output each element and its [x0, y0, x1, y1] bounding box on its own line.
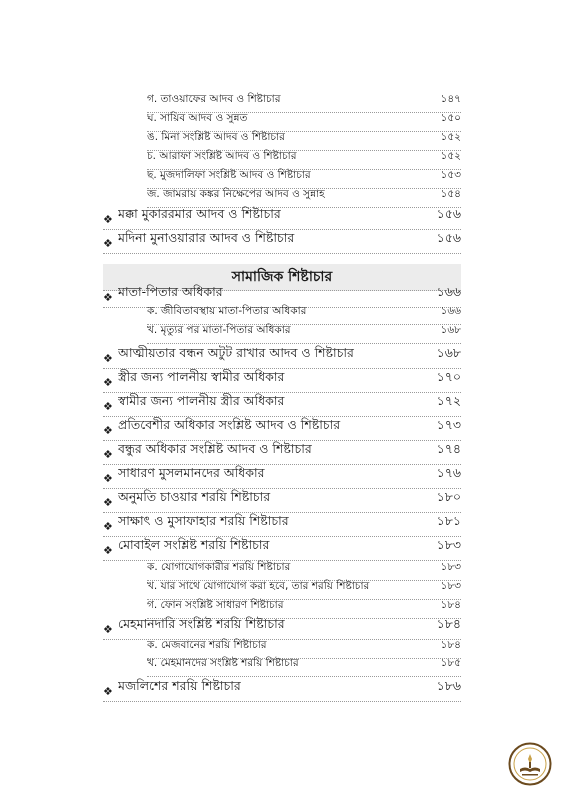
- toc-subentry: [147, 326, 461, 344]
- toc-entry: [103, 393, 461, 417]
- toc-page-number: ১৫৬: [436, 206, 461, 221]
- diamond-bullet-icon: ❖: [103, 472, 113, 485]
- toc-entry-title: স্ত্রীর জন্য পালনীয় স্বামীর অধিকার: [118, 369, 285, 384]
- toc-entry: [103, 513, 461, 537]
- toc-entry-title: ক. যোগাযোগকারীর শরয়ি শিষ্টাচার: [147, 561, 291, 573]
- toc-entry: [103, 441, 461, 465]
- diamond-bullet-icon: ❖: [103, 400, 113, 413]
- toc-page-number: ১৮৪: [440, 599, 461, 611]
- toc-page-number: ১৮১: [436, 513, 461, 528]
- toc-entry-title: মাতা-পিতার অধিকার: [118, 284, 223, 299]
- toc-entry-title: খ. যার সাথে যোগাযোগ করা হবে, তার শরয়ি শিষ্টাচার: [147, 580, 370, 592]
- diamond-bullet-icon: ❖: [103, 544, 113, 557]
- toc-entry-title: সাক্ষাৎ ও মুসাফাহার শরয়ি শিষ্টাচার: [118, 513, 289, 528]
- toc-entry: [103, 465, 461, 489]
- section-heading-text: সামাজিক শিষ্টাচার: [231, 269, 333, 285]
- toc-page-number: ১৮৪: [440, 639, 461, 651]
- toc-entry-title: ক. জীবিতাবস্থায় মাতা-পিতার অধিকার: [147, 305, 307, 317]
- toc-page-number: ১৮৪: [436, 616, 461, 631]
- toc-page-number: ১৭২: [436, 393, 461, 408]
- toc-page-number: ১৭০: [436, 369, 461, 384]
- toc-entry-title: ছ. মুজদালিফা সংশ্লিষ্ট আদব ও শিষ্টাচার: [147, 169, 311, 181]
- toc-entry-title: আত্মীয়তার বন্ধন অটুট রাখার আদব ও শিষ্টাচার: [118, 345, 354, 360]
- toc-entry: [103, 489, 461, 513]
- toc-entry-title: স্বামীর জন্য পালনীয় স্ত্রীর অধিকার: [118, 393, 285, 408]
- toc-entry-title: ঘ. সায়িব আদব ও সুন্নত: [147, 112, 248, 124]
- toc-page-number: ১৮৫: [440, 657, 461, 669]
- diamond-bullet-icon: ❖: [103, 520, 113, 533]
- toc-entry-title: মেহমানদারি সংশ্লিষ্ট শরয়ি শিষ্টাচার: [118, 616, 285, 631]
- diamond-bullet-icon: ❖: [103, 291, 113, 304]
- toc-page-number: ১৬৬: [440, 305, 461, 317]
- toc-page-number: ১৭৬: [436, 465, 461, 480]
- toc-entry: [103, 417, 461, 441]
- toc-page-number: ১৬৮: [436, 345, 461, 360]
- diamond-bullet-icon: ❖: [103, 376, 113, 389]
- toc-page-number: ১৫২: [440, 150, 461, 162]
- toc-page-number: ১৭৪: [436, 441, 461, 456]
- toc-page-number: ১৮৩: [436, 537, 461, 552]
- toc-entry-title: খ. মৃত্যুর পর মাতা-পিতার অধিকার: [147, 324, 291, 336]
- diamond-bullet-icon: ❖: [103, 685, 113, 698]
- toc-page-number: ১৫৪: [440, 188, 461, 200]
- toc-entry-title: বন্ধুর অধিকার সংশ্লিষ্ট আদব ও শিষ্টাচার: [118, 441, 312, 456]
- toc-page-number: ১৫৩: [440, 169, 461, 181]
- toc-entry: [103, 206, 461, 230]
- toc-entry-title: মজলিশের শরয়ি শিষ্টাচার: [118, 678, 241, 693]
- toc-page-number: ১৫২: [440, 131, 461, 143]
- diamond-bullet-icon: ❖: [103, 448, 113, 461]
- toc-entry-title: সাধারণ মুসলমানদের অধিকার: [118, 465, 265, 480]
- toc-page-number: ১৮৩: [440, 561, 461, 573]
- toc-entry: [103, 537, 461, 561]
- toc-entry-title: প্রতিবেশীর অধিকার সংশ্লিষ্ট আদব ও শিষ্টাচার: [118, 417, 341, 432]
- toc-subentry: [147, 659, 461, 677]
- toc-entry-title: গ. ফোন সংশ্লিষ্ট সাধারণ শিষ্টাচার: [147, 599, 284, 611]
- diamond-bullet-icon: ❖: [103, 352, 113, 365]
- toc-entry: [103, 616, 461, 640]
- diamond-bullet-icon: ❖: [103, 237, 113, 250]
- toc-entry: [103, 369, 461, 393]
- toc-page-number: ১৮৩: [440, 580, 461, 592]
- diamond-bullet-icon: ❖: [103, 623, 113, 636]
- toc-entry-title: মোবাইল সংশ্লিষ্ট শরয়ি শিষ্টাচার: [118, 537, 270, 552]
- toc-page-number: ১৬৮: [440, 324, 461, 336]
- toc-entry-title: মদিনা মুনাওয়ারার আদব ও শিষ্টাচার: [118, 230, 295, 245]
- diamond-bullet-icon: ❖: [103, 424, 113, 437]
- toc-entry-title: মক্কা মুকাররমার আদব ও শিষ্টাচার: [118, 206, 281, 221]
- book-logo-icon: [508, 742, 552, 786]
- toc-page-number: ১৮৬: [436, 678, 461, 693]
- toc-entry-title: গ. তাওয়াফের আদব ও শিষ্টাচার: [147, 93, 281, 105]
- toc-entry: [103, 345, 461, 369]
- toc-entry-title: ক. মেজবানের শরয়ি শিষ্টাচার: [147, 639, 267, 651]
- toc-entry-title: অনুমতি চাওয়ার শরয়ি শিষ্টাচার: [118, 489, 271, 504]
- toc-entry-title: খ. মেহমানদের সংশ্লিষ্ট শরয়ি শিষ্টাচার: [147, 657, 299, 669]
- toc-page-number: ১৮০: [436, 489, 461, 504]
- toc-entry-title: চ. আরাফা সংশ্লিষ্ট আদব ও শিষ্টাচার: [147, 150, 297, 162]
- diamond-bullet-icon: ❖: [103, 496, 113, 509]
- toc-page-number: ১৫৬: [436, 230, 461, 245]
- toc-page-number: ১৫০: [440, 112, 461, 124]
- toc-entry-title: ঙ. মিনা সংশ্লিষ্ট আদব ও শিষ্টাচার: [147, 131, 285, 143]
- toc-entry: [103, 230, 461, 254]
- toc-page-number: ১৭৩: [436, 417, 461, 432]
- toc-entry: [103, 678, 461, 702]
- toc-entry-title: জ. জামরায় কঙ্কর নিক্ষেপের আদব ও সুন্নাহ: [147, 188, 325, 200]
- toc-page-number: ১৬৬: [436, 284, 461, 299]
- toc-page-number: ১৪৭: [440, 93, 461, 105]
- diamond-bullet-icon: ❖: [103, 213, 113, 226]
